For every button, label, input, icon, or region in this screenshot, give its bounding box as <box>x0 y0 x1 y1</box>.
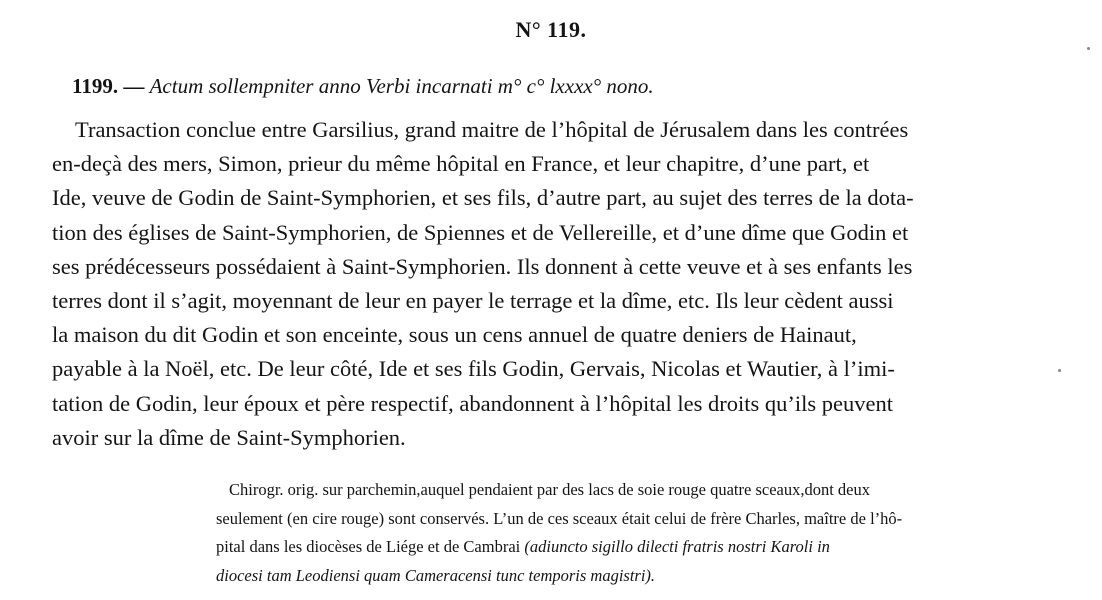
summary-line: avoir sur la dîme de Saint-Symphorien. <box>52 424 406 450</box>
scan-speck <box>1058 369 1061 372</box>
summary-line: tation de Godin, leur époux et père respectif, abandonnent à l’hôpital les droits qu’ils peuvent <box>52 390 894 416</box>
latin-quotation-line: diocesi tam Leodiensi quam Cameracensi tunc temporis magistri). <box>216 565 656 585</box>
summary-line: ses prédécesseurs possédaient à Saint-Symphorien. Ils donnent à cette veuve et à ses enfants les <box>52 253 913 279</box>
summary-line: en-deçà des mers, Simon, prieur du même hôpital en France, et leur chapitre, d’une part, et <box>52 151 870 177</box>
charter-year: 1199. <box>72 74 119 98</box>
charter-heading <box>72 74 654 99</box>
heading-dash: — <box>123 74 145 98</box>
note-line: seulement (en cire rouge) sont conservés. L’un de ces sceaux était celui de frère Charles, maître de l’hô- <box>216 508 903 528</box>
summary-line: Transaction conclue entre Garsilius, grand maitre de l’hôpital de Jérusalem dans les contrées <box>75 117 909 142</box>
summary-paragraph <box>52 113 1062 455</box>
summary-line: payable à la Noël, etc. De leur côté, Ide et ses fils Godin, Gervais, Nicolas et Wautier, à l’imi- <box>52 356 895 382</box>
latin-quotation: (adiuncto sigillo dilecti fratris nostri Karoli in <box>524 537 830 556</box>
summary-line: la maison du dit Godin et son enceinte, sous un cens annuel de quatre deniers de Hainaut, <box>52 322 857 348</box>
note-line <box>216 533 1062 562</box>
summary-line: terres dont il s’agit, moyennant de leur en payer le terrage et la dîme, etc. Ils leur cèdent aussi <box>52 287 894 313</box>
summary-line: Ide, veuve de Godin de Saint-Symphorien, et ses fils, d’autre part, au sujet des terres de la dota- <box>52 185 914 211</box>
scan-speck <box>1087 47 1090 50</box>
note-text: pital dans les diocèses de Liége et de Cambrai <box>216 537 525 556</box>
dating-formula: Actum sollempniter anno Verbi incarnati m° c° lxxxx° nono. <box>149 74 654 98</box>
note-line: Chirogr. orig. sur parchemin,auquel pendaient par des lacs de soie rouge quatre sceaux,dont deux <box>229 480 871 499</box>
source-note <box>216 476 1062 590</box>
document-number: N° 119. <box>515 17 587 42</box>
summary-line: tion des églises de Saint-Symphorien, de Spiennes et de Vellereille, et d’une dîme que Godin et <box>52 219 909 245</box>
